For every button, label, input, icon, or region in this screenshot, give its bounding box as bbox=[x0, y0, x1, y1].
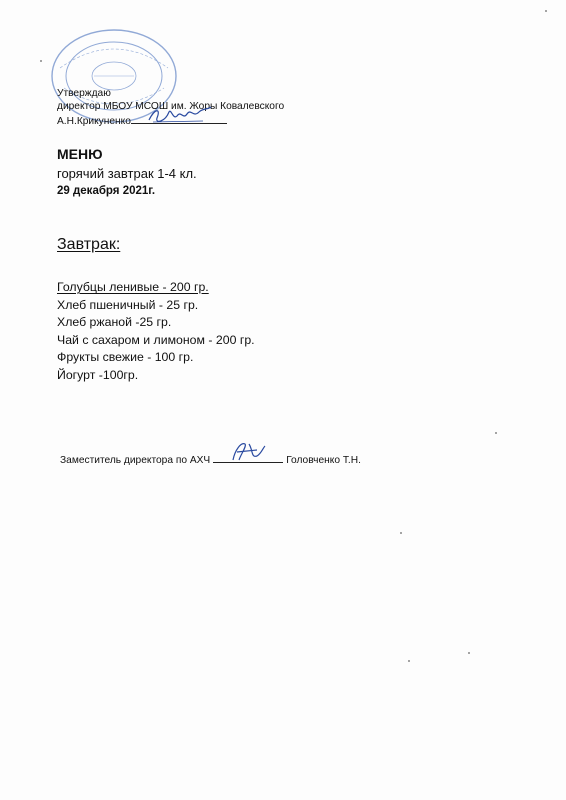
meal-item: Фрукты свежие - 100 гр. bbox=[57, 350, 194, 365]
meal-item: Хлеб пшеничный - 25 гр. bbox=[57, 297, 199, 312]
meal-item: Голубцы ленивые - 200 гр. bbox=[57, 280, 209, 294]
scan-speck bbox=[468, 652, 470, 654]
menu-date: 29 декабря 2021г. bbox=[57, 185, 156, 197]
footer-signature-row bbox=[60, 452, 361, 466]
scan-speck bbox=[40, 60, 42, 62]
menu-subtitle: горячий завтрак 1-4 кл. bbox=[57, 166, 197, 181]
scan-speck bbox=[495, 432, 497, 434]
deputy-signature bbox=[227, 440, 269, 464]
meal-items-list bbox=[57, 279, 255, 385]
footer-position: Заместитель директора по АХЧ bbox=[60, 455, 211, 466]
director-signature bbox=[145, 104, 215, 126]
approval-signature-line bbox=[131, 113, 227, 124]
scan-speck bbox=[545, 10, 547, 12]
approval-position: директор МБОУ МСОШ им. Жоры Ковалевского bbox=[57, 100, 285, 112]
scan-speck bbox=[408, 660, 410, 662]
approval-heading: Утверждаю bbox=[57, 88, 111, 99]
footer-name: Головченко Т.Н. bbox=[286, 455, 361, 466]
meal-item: Чай с сахаром и лимоном - 200 гр. bbox=[57, 332, 255, 347]
footer-signature-line bbox=[213, 452, 283, 463]
meal-item: Хлеб ржаной -25 гр. bbox=[57, 315, 172, 330]
approval-block bbox=[57, 88, 284, 129]
meal-heading: Завтрак: bbox=[57, 236, 121, 253]
approval-signer-name: А.Н.Крикуненко bbox=[57, 116, 131, 127]
menu-title: МЕНЮ bbox=[57, 146, 103, 162]
approval-signer-row bbox=[57, 113, 284, 129]
scan-speck bbox=[400, 532, 402, 534]
meal-item: Йогурт -100гр. bbox=[57, 367, 139, 382]
